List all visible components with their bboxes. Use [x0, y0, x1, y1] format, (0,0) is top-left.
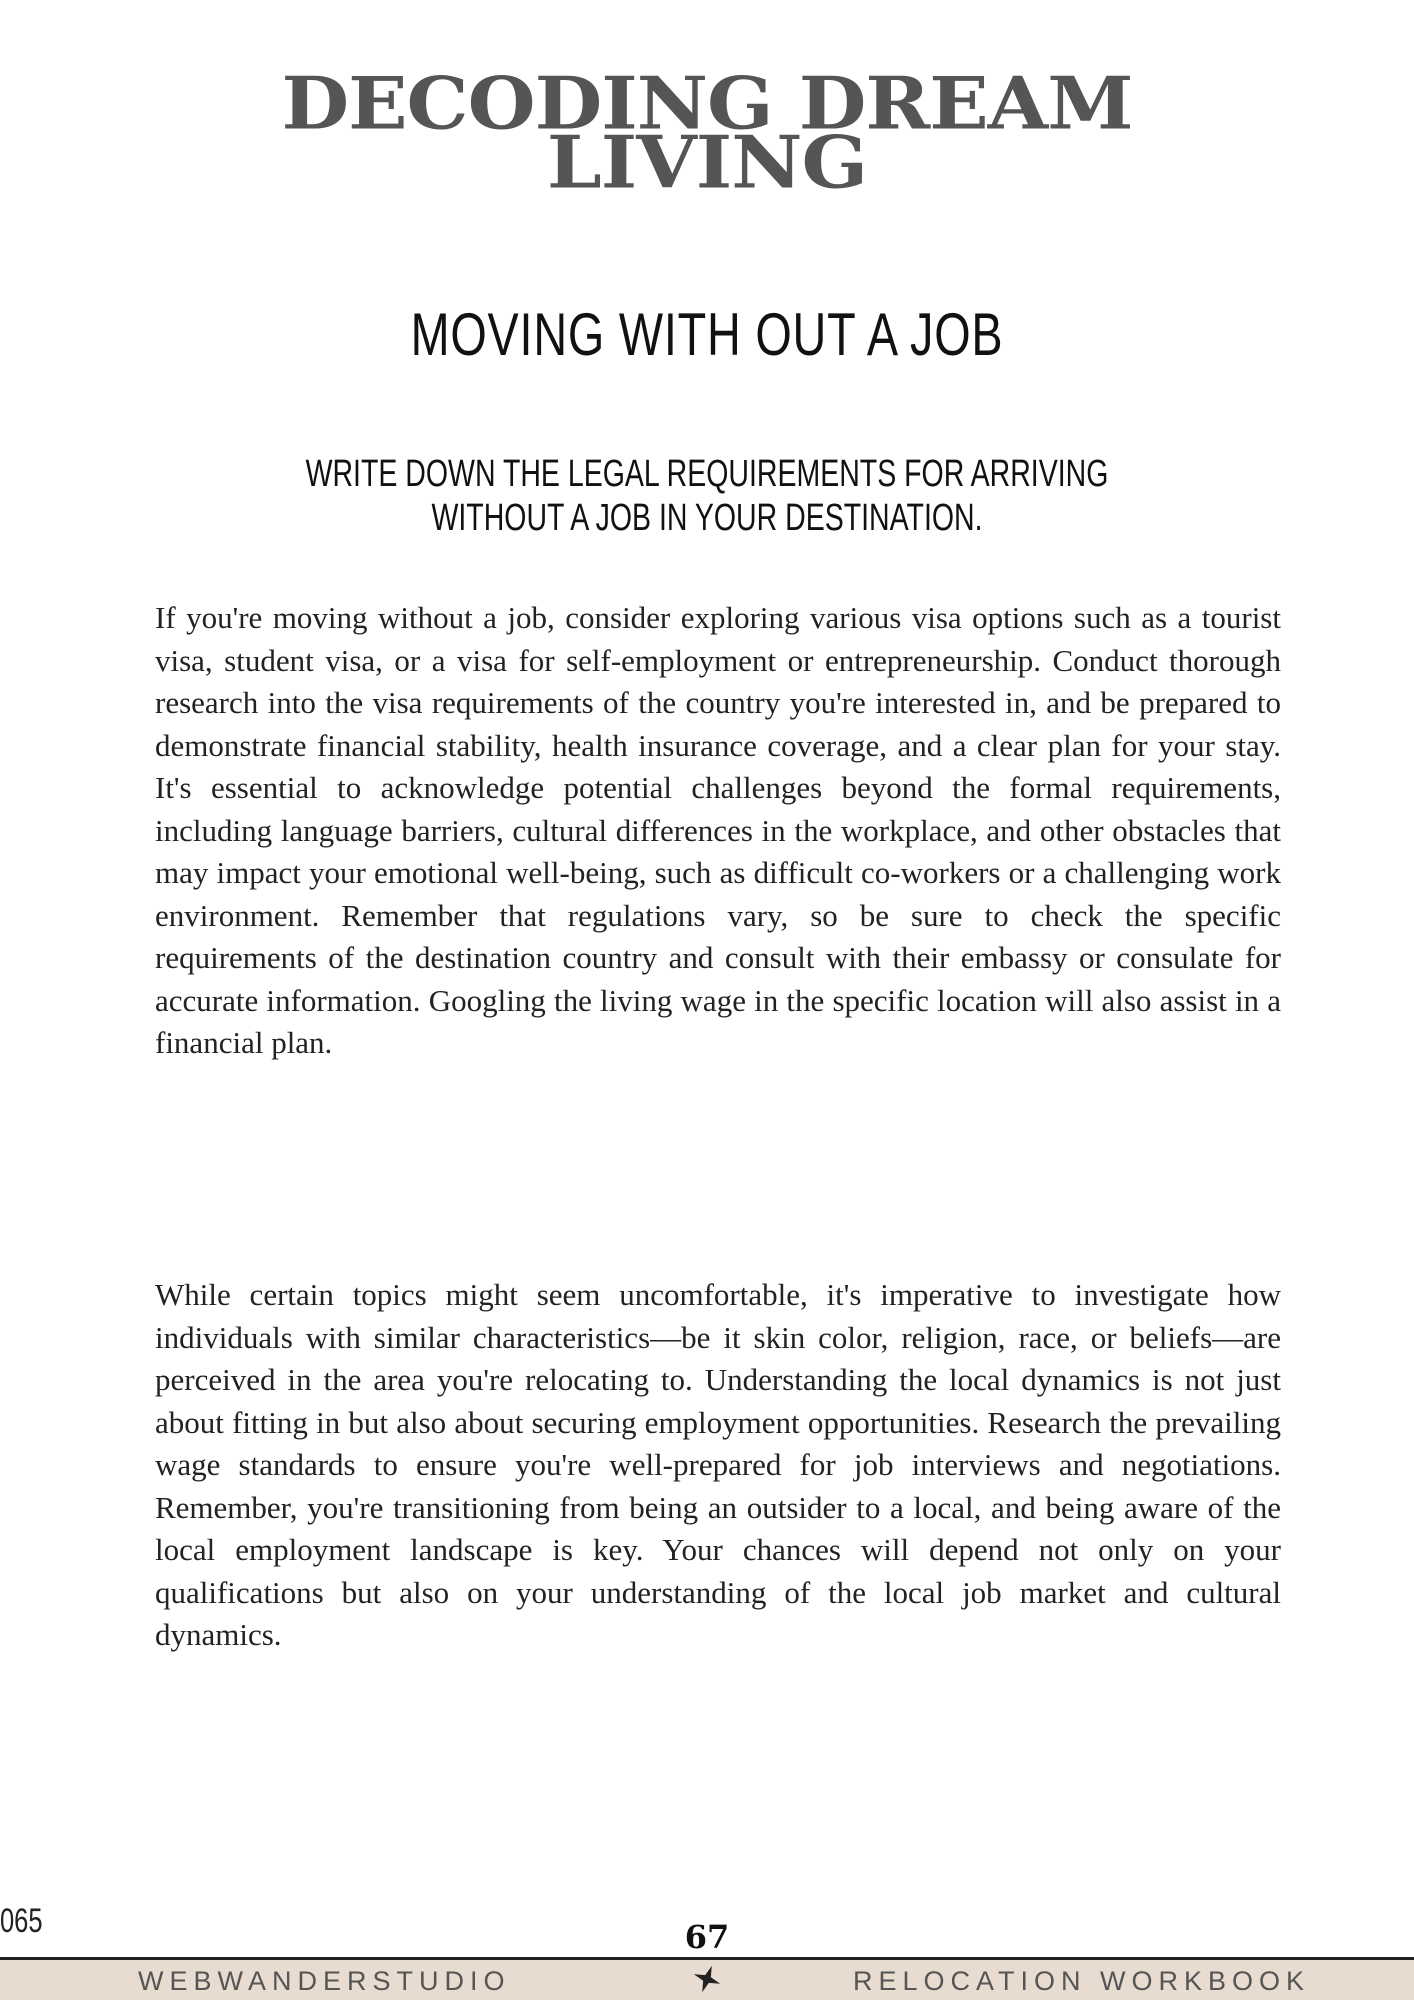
- corner-code: 065: [0, 1902, 43, 1940]
- body-paragraph-1: If you're moving without a job, consider exploring various visa options such as a tourist visa, student visa, or a visa for self-employment or entrepreneurship. Conduct thorough research into the visa requirements of the country you're interested in, and be prepared to demonstrate financial stability, health insurance coverage, and a clear plan for your stay. It's essential to acknowledge potential challenges beyond the formal requirements, including language barriers, cultural differences in the workplace, and other obstacles that may impact your emotional well-being, such as difficult co-workers or a challenging work environment. Remember that regulations vary, so be sure to check the specific requirements of the destination country and consult with their embassy or consulate for accurate information. Googling the living wage in the specific location will also assist in a financial plan.: [155, 600, 1281, 1060]
- section-title: MOVING WITH OUT A JOB: [410, 301, 1004, 368]
- book-title-line-2: LIVING: [546, 121, 868, 205]
- footer-band: [0, 1957, 1414, 2000]
- book-title-line-1: DECODING DREAM: [281, 62, 1133, 146]
- four-point-star-icon: [691, 1963, 723, 2000]
- page-number: 67: [684, 1918, 730, 1956]
- footer-workbook-title: RELOCATION WORKBOOK: [852, 1966, 1310, 1996]
- book-title: [0, 62, 1414, 205]
- body-paragraph-2: While certain topics might seem uncomfortable, it's imperative to investigate how individuals with similar characteristics—be it skin color, religion, race, or beliefs—are perceived in the area you're relocating to. Understanding the local dynamics is not just about fitting in but also about securing employment opportunities. Research the prevailing wage standards to ensure you're well-prepared for job interviews and negotiations. Remember, you're transitioning from being an outsider to a local, and being aware of the local employment landscape is key. Your chances will depend not only on your qualifications but also on your understanding of the local job market and cultural dynamics.: [155, 1277, 1281, 1652]
- footer-brand: WEBWANDERSTUDIO: [138, 1966, 511, 1996]
- writing-prompt: WRITE DOWN THE LEGAL REQUIREMENTS FOR ARRIVING WITHOUT A JOB IN YOUR DESTINATION.: [305, 453, 1109, 539]
